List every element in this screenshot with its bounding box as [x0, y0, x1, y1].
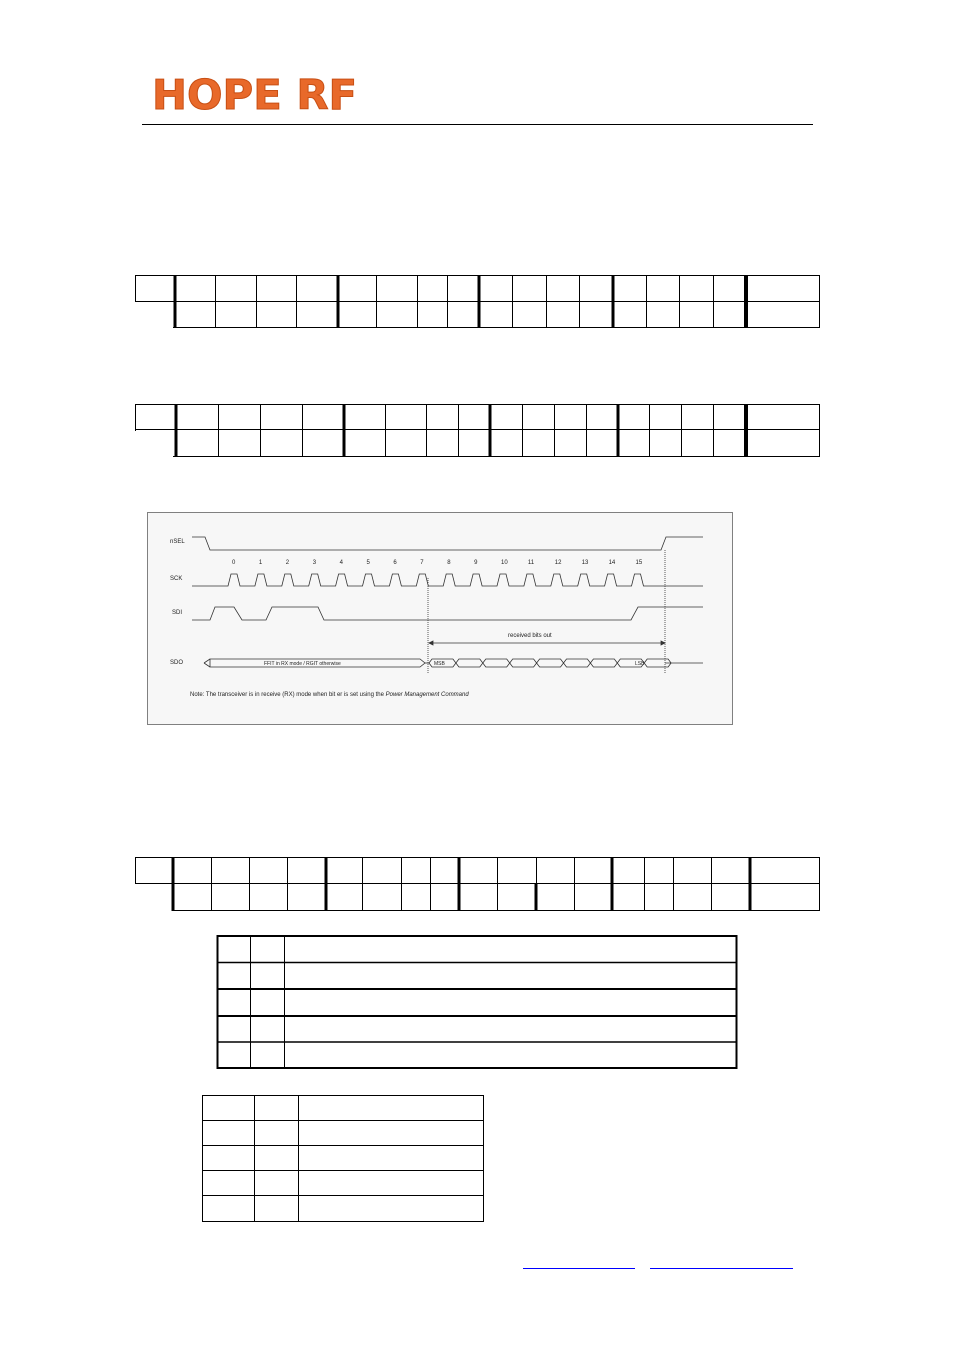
sdo-bit-cell: [483, 659, 510, 667]
clock-label-5: 5: [366, 560, 370, 566]
clock-label-2: 2: [285, 560, 290, 566]
sdo-bit-cell: [590, 659, 617, 667]
fifo-label: FFIT in RX mode / RGIT otherwise: [264, 661, 341, 667]
sdo-bit-cell: [510, 659, 537, 667]
nsel-label: nSEL: [170, 539, 185, 545]
clock-label-7: 7: [420, 560, 424, 566]
clock-label-1: 1: [258, 560, 263, 566]
sdo-bit-cell: [617, 659, 644, 667]
clock-label-3: 3: [312, 560, 317, 566]
clock-label-12: 12: [554, 560, 562, 566]
clock-label-9: 9: [474, 560, 478, 566]
sck-label: SCK: [170, 576, 183, 582]
msb-label: MSB: [434, 661, 445, 667]
clock-label-4: 4: [339, 560, 343, 566]
clock-label-11: 11: [527, 560, 535, 566]
sdo-bit-cell: [456, 659, 483, 667]
clock-label-15: 15: [635, 560, 643, 566]
clock-label-0: 0: [232, 560, 236, 566]
hope-rf-logo: HOPE RF: [152, 71, 358, 119]
received-bits-label: received bits out: [508, 633, 552, 639]
sdo-label: SDO: [170, 660, 184, 666]
clock-label-10: 10: [501, 560, 508, 566]
timing-waveforms: [148, 513, 734, 726]
diagram-note: Note: The transceiver is in receive (RX) mode when bit er is set using the Power Management Command: [190, 692, 469, 698]
spi-timing-diagram: [147, 512, 733, 725]
clock-label-14: 14: [608, 560, 616, 566]
sdo-bit-cell: [429, 659, 456, 667]
sdo-bit-cell: [564, 659, 591, 667]
clock-label-6: 6: [393, 560, 397, 566]
clock-label-13: 13: [581, 560, 589, 566]
sdi-label: SDI: [172, 610, 183, 616]
clock-label-8: 8: [447, 560, 451, 566]
sdo-bit-cell: [537, 659, 564, 667]
lsb-label: LSB: [635, 661, 645, 667]
